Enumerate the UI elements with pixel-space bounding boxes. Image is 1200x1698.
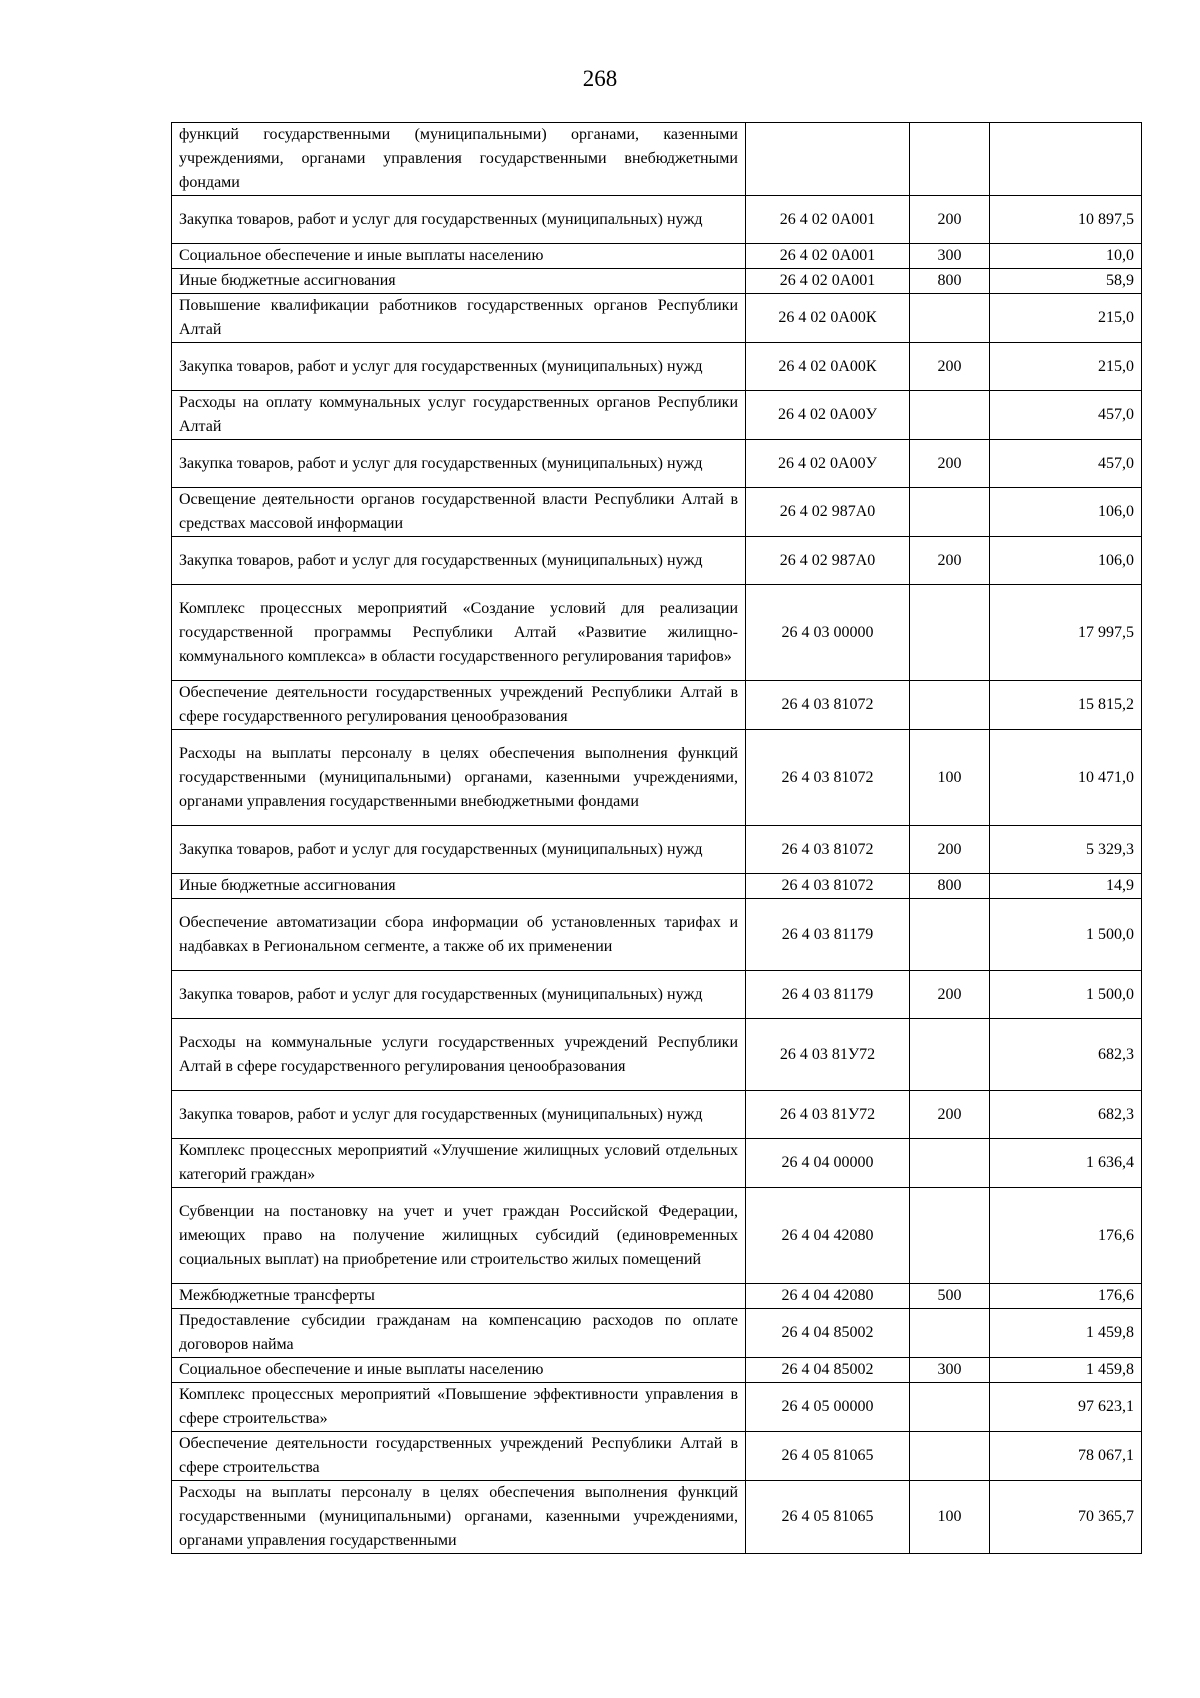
row-name-cell: Расходы на коммунальные услуги государственных учреждений Республики Алтай в сфере государственного регулирования ценообразования bbox=[172, 1019, 746, 1091]
row-code-cell: 26 4 05 81065 bbox=[746, 1432, 910, 1481]
row-code-cell: 26 4 02 0А00К bbox=[746, 343, 910, 391]
row-name-cell: Иные бюджетные ассигнования bbox=[172, 874, 746, 899]
row-name-cell: Расходы на выплаты персоналу в целях обеспечения выполнения функций государственными (муниципальными) органами, казенными учреждениями, органами управления государственными bbox=[172, 1481, 746, 1554]
row-amount-cell: 106,0 bbox=[990, 488, 1142, 537]
row-code-cell: 26 4 02 0А00К bbox=[746, 294, 910, 343]
row-amount-cell: 17 997,5 bbox=[990, 585, 1142, 681]
table-row bbox=[172, 826, 1142, 874]
row-code-cell: 26 4 02 0А001 bbox=[746, 244, 910, 269]
row-amount-cell: 1 500,0 bbox=[990, 899, 1142, 971]
row-code-cell: 26 4 02 987А0 bbox=[746, 488, 910, 537]
row-name-cell: Комплекс процессных мероприятий «Улучшение жилищных условий отдельных категорий граждан» bbox=[172, 1139, 746, 1188]
row-expense-type-cell: 300 bbox=[910, 1358, 990, 1383]
table-row bbox=[172, 1091, 1142, 1139]
row-expense-type-cell: 100 bbox=[910, 1481, 990, 1554]
table-row bbox=[172, 196, 1142, 244]
row-amount-cell: 215,0 bbox=[990, 294, 1142, 343]
row-code-cell: 26 4 03 81072 bbox=[746, 730, 910, 826]
row-expense-type-cell bbox=[910, 488, 990, 537]
table-row bbox=[172, 1383, 1142, 1432]
row-amount-cell: 457,0 bbox=[990, 440, 1142, 488]
table-row bbox=[172, 391, 1142, 440]
row-code-cell: 26 4 03 00000 bbox=[746, 585, 910, 681]
table-row bbox=[172, 874, 1142, 899]
row-amount-cell: 97 623,1 bbox=[990, 1383, 1142, 1432]
row-code-cell: 26 4 03 81У72 bbox=[746, 1091, 910, 1139]
row-code-cell: 26 4 02 987А0 bbox=[746, 537, 910, 585]
row-expense-type-cell bbox=[910, 899, 990, 971]
row-name-cell: функций государственными (муниципальными) органами, казенными учреждениями, органами управления государственными внебюджетными фондами bbox=[172, 123, 746, 196]
table-row bbox=[172, 1284, 1142, 1309]
table-row bbox=[172, 123, 1142, 196]
row-code-cell: 26 4 03 81У72 bbox=[746, 1019, 910, 1091]
row-amount-cell: 58,9 bbox=[990, 269, 1142, 294]
page-number: 268 bbox=[582, 66, 618, 91]
table-row bbox=[172, 1432, 1142, 1481]
table-row bbox=[172, 488, 1142, 537]
row-code-cell: 26 4 04 00000 bbox=[746, 1139, 910, 1188]
row-amount-cell: 10 897,5 bbox=[990, 196, 1142, 244]
row-amount-cell: 1 500,0 bbox=[990, 971, 1142, 1019]
row-name-cell: Закупка товаров, работ и услуг для государственных (муниципальных) нужд bbox=[172, 343, 746, 391]
row-code-cell: 26 4 02 0А001 bbox=[746, 196, 910, 244]
row-code-cell: 26 4 05 00000 bbox=[746, 1383, 910, 1432]
row-code-cell: 26 4 03 81072 bbox=[746, 826, 910, 874]
row-code-cell: 26 4 04 85002 bbox=[746, 1358, 910, 1383]
row-name-cell: Межбюджетные трансферты bbox=[172, 1284, 746, 1309]
table-row bbox=[172, 343, 1142, 391]
row-expense-type-cell bbox=[910, 1432, 990, 1481]
row-name-cell: Социальное обеспечение и иные выплаты населению bbox=[172, 244, 746, 269]
table-row bbox=[172, 269, 1142, 294]
row-name-cell: Закупка товаров, работ и услуг для государственных (муниципальных) нужд bbox=[172, 440, 746, 488]
row-expense-type-cell: 200 bbox=[910, 343, 990, 391]
row-expense-type-cell: 200 bbox=[910, 537, 990, 585]
row-code-cell: 26 4 04 85002 bbox=[746, 1309, 910, 1358]
row-expense-type-cell: 800 bbox=[910, 874, 990, 899]
row-amount-cell: 176,6 bbox=[990, 1188, 1142, 1284]
row-expense-type-cell bbox=[910, 1188, 990, 1284]
table-row bbox=[172, 899, 1142, 971]
row-amount-cell: 1 636,4 bbox=[990, 1139, 1142, 1188]
row-amount-cell: 1 459,8 bbox=[990, 1358, 1142, 1383]
row-name-cell: Иные бюджетные ассигнования bbox=[172, 269, 746, 294]
row-expense-type-cell: 300 bbox=[910, 244, 990, 269]
table-row bbox=[172, 585, 1142, 681]
row-code-cell: 26 4 03 81179 bbox=[746, 899, 910, 971]
row-code-cell: 26 4 02 0А00У bbox=[746, 440, 910, 488]
row-name-cell: Расходы на выплаты персоналу в целях обеспечения выполнения функций государственными (муниципальными) органами, казенными учреждениями, органами управления государственными внебюджетными фондами bbox=[172, 730, 746, 826]
row-amount-cell: 682,3 bbox=[990, 1091, 1142, 1139]
row-expense-type-cell: 200 bbox=[910, 826, 990, 874]
row-amount-cell: 1 459,8 bbox=[990, 1309, 1142, 1358]
row-code-cell: 26 4 04 42080 bbox=[746, 1284, 910, 1309]
row-amount-cell bbox=[990, 123, 1142, 196]
table-row bbox=[172, 1188, 1142, 1284]
row-name-cell: Освещение деятельности органов государственной власти Республики Алтай в средствах массовой информации bbox=[172, 488, 746, 537]
row-amount-cell: 78 067,1 bbox=[990, 1432, 1142, 1481]
row-name-cell: Социальное обеспечение и иные выплаты населению bbox=[172, 1358, 746, 1383]
table-row bbox=[172, 1358, 1142, 1383]
row-name-cell: Повышение квалификации работников государственных органов Республики Алтай bbox=[172, 294, 746, 343]
row-name-cell: Обеспечение деятельности государственных учреждений Республики Алтай в сфере государственного регулирования ценообразования bbox=[172, 681, 746, 730]
row-name-cell: Закупка товаров, работ и услуг для государственных (муниципальных) нужд bbox=[172, 826, 746, 874]
row-amount-cell: 176,6 bbox=[990, 1284, 1142, 1309]
row-code-cell bbox=[746, 123, 910, 196]
table-row bbox=[172, 1481, 1142, 1554]
row-expense-type-cell: 800 bbox=[910, 269, 990, 294]
table-row bbox=[172, 681, 1142, 730]
row-expense-type-cell bbox=[910, 1139, 990, 1188]
row-amount-cell: 106,0 bbox=[990, 537, 1142, 585]
row-amount-cell: 15 815,2 bbox=[990, 681, 1142, 730]
row-expense-type-cell bbox=[910, 294, 990, 343]
table-row bbox=[172, 1309, 1142, 1358]
table-row bbox=[172, 971, 1142, 1019]
row-expense-type-cell bbox=[910, 123, 990, 196]
row-expense-type-cell bbox=[910, 585, 990, 681]
row-expense-type-cell: 200 bbox=[910, 440, 990, 488]
table-row bbox=[172, 1019, 1142, 1091]
row-expense-type-cell bbox=[910, 391, 990, 440]
row-code-cell: 26 4 03 81072 bbox=[746, 874, 910, 899]
row-name-cell: Закупка товаров, работ и услуг для государственных (муниципальных) нужд bbox=[172, 537, 746, 585]
row-name-cell: Закупка товаров, работ и услуг для государственных (муниципальных) нужд bbox=[172, 196, 746, 244]
row-expense-type-cell bbox=[910, 1309, 990, 1358]
row-code-cell: 26 4 05 81065 bbox=[746, 1481, 910, 1554]
row-amount-cell: 457,0 bbox=[990, 391, 1142, 440]
row-name-cell: Комплекс процессных мероприятий «Создание условий для реализации государственной программы Республики Алтай «Развитие жилищно-коммунального комплекса» в области государственного регулирования тарифов» bbox=[172, 585, 746, 681]
row-expense-type-cell: 200 bbox=[910, 971, 990, 1019]
row-amount-cell: 70 365,7 bbox=[990, 1481, 1142, 1554]
row-expense-type-cell: 100 bbox=[910, 730, 990, 826]
row-code-cell: 26 4 02 0А00У bbox=[746, 391, 910, 440]
row-expense-type-cell: 200 bbox=[910, 1091, 990, 1139]
row-name-cell: Комплекс процессных мероприятий «Повышение эффективности управления в сфере строительства» bbox=[172, 1383, 746, 1432]
row-name-cell: Закупка товаров, работ и услуг для государственных (муниципальных) нужд bbox=[172, 1091, 746, 1139]
row-amount-cell: 10 471,0 bbox=[990, 730, 1142, 826]
row-code-cell: 26 4 04 42080 bbox=[746, 1188, 910, 1284]
table-row bbox=[172, 730, 1142, 826]
row-code-cell: 26 4 03 81179 bbox=[746, 971, 910, 1019]
row-amount-cell: 14,9 bbox=[990, 874, 1142, 899]
table-row bbox=[172, 440, 1142, 488]
row-name-cell: Субвенции на постановку на учет и учет граждан Российской Федерации, имеющих право на получение жилищных субсидий (единовременных социальных выплат) на приобретение или строительство жилых помещений bbox=[172, 1188, 746, 1284]
row-name-cell: Закупка товаров, работ и услуг для государственных (муниципальных) нужд bbox=[172, 971, 746, 1019]
row-expense-type-cell: 500 bbox=[910, 1284, 990, 1309]
table-row bbox=[172, 1139, 1142, 1188]
row-amount-cell: 5 329,3 bbox=[990, 826, 1142, 874]
table-row bbox=[172, 244, 1142, 269]
row-amount-cell: 10,0 bbox=[990, 244, 1142, 269]
budget-table bbox=[171, 122, 1142, 1554]
row-code-cell: 26 4 02 0А001 bbox=[746, 269, 910, 294]
row-amount-cell: 215,0 bbox=[990, 343, 1142, 391]
row-name-cell: Расходы на оплату коммунальных услуг государственных органов Республики Алтай bbox=[172, 391, 746, 440]
row-expense-type-cell bbox=[910, 1383, 990, 1432]
row-name-cell: Обеспечение деятельности государственных учреждений Республики Алтай в сфере строительства bbox=[172, 1432, 746, 1481]
table-row bbox=[172, 294, 1142, 343]
table-row bbox=[172, 537, 1142, 585]
row-name-cell: Предоставление субсидии гражданам на компенсацию расходов по оплате договоров найма bbox=[172, 1309, 746, 1358]
row-expense-type-cell: 200 bbox=[910, 196, 990, 244]
row-amount-cell: 682,3 bbox=[990, 1019, 1142, 1091]
row-code-cell: 26 4 03 81072 bbox=[746, 681, 910, 730]
row-expense-type-cell bbox=[910, 1019, 990, 1091]
row-name-cell: Обеспечение автоматизации сбора информации об установленных тарифах и надбавках в Региональном сегменте, а также об их применении bbox=[172, 899, 746, 971]
row-expense-type-cell bbox=[910, 681, 990, 730]
